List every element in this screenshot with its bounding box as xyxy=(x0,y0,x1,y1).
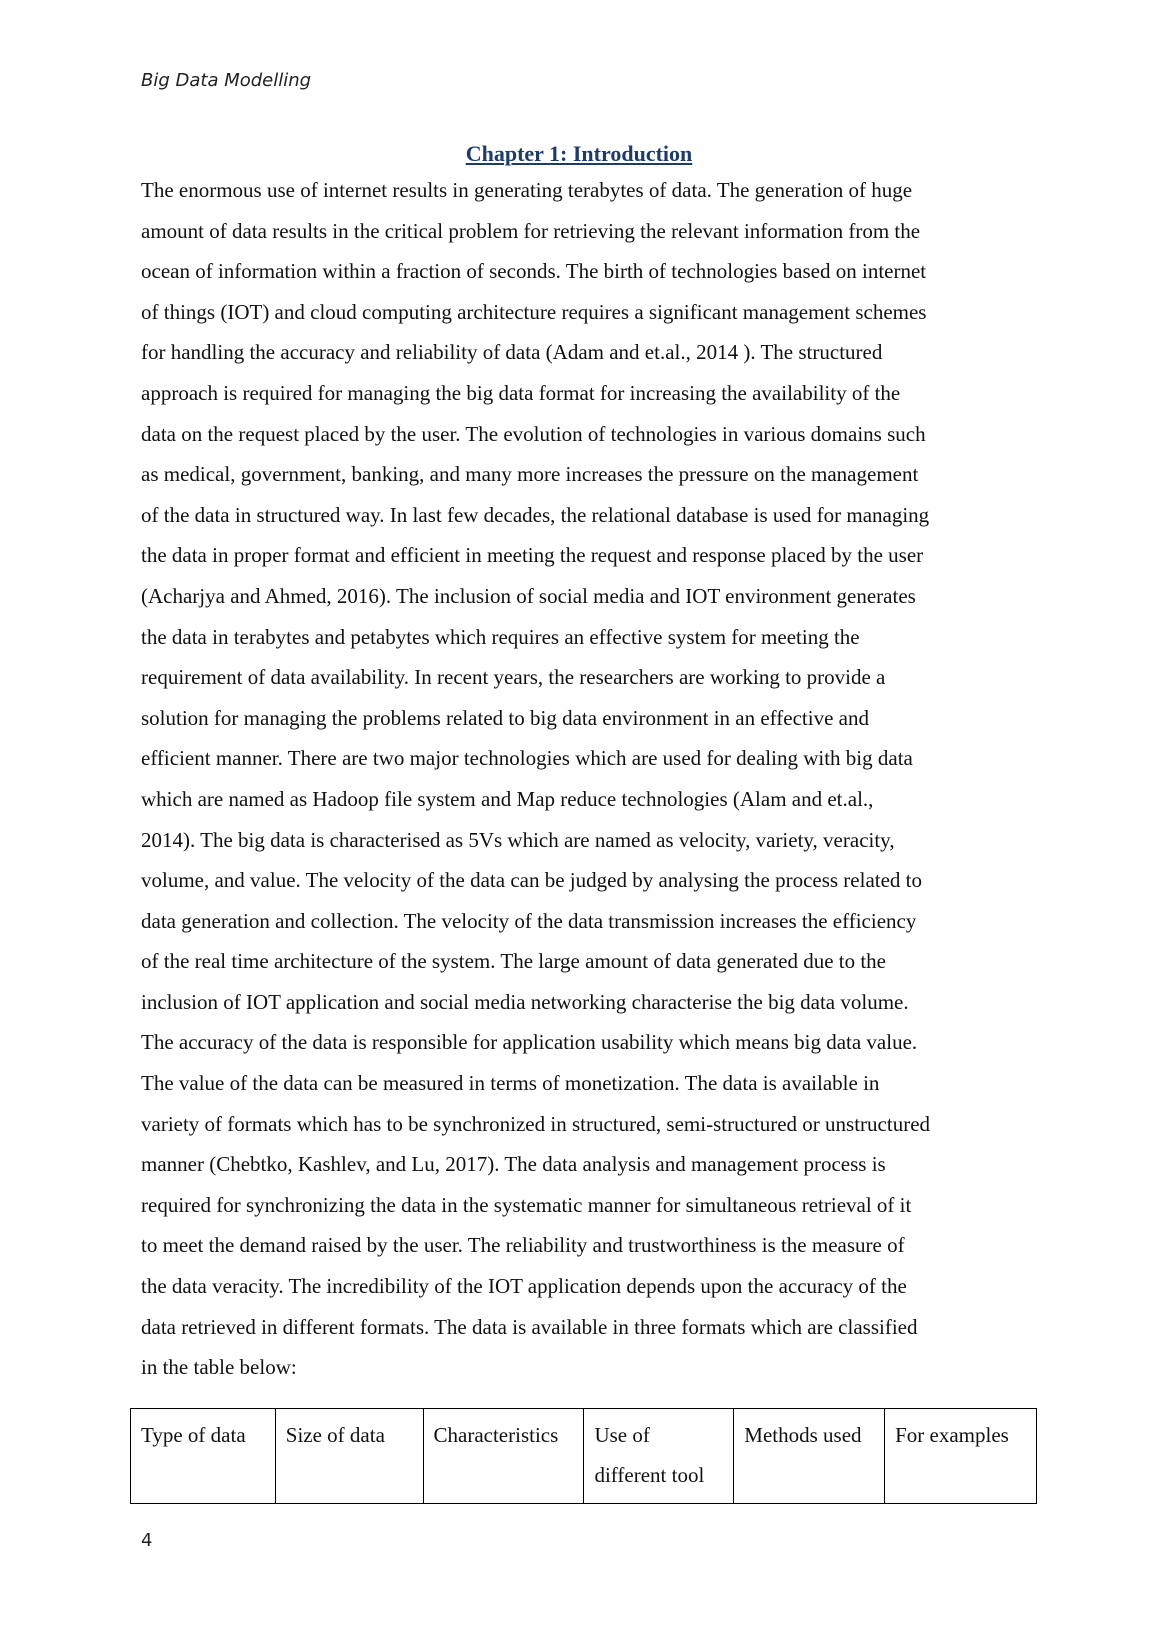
paragraph-line: data generation and collection. The velocity of the data transmission increases the efficiency xyxy=(141,908,917,933)
running-header: Big Data Modelling xyxy=(141,70,312,91)
paragraph-line: 2014). The big data is characterised as 5Vs which are named as velocity, variety, veracity, xyxy=(141,827,895,852)
paragraph-line: variety of formats which has to be synchronized in structured, semi-structured or unstructured xyxy=(141,1111,931,1136)
paragraph-line: data on the request placed by the user. The evolution of technologies in various domains such xyxy=(141,421,926,446)
table-header-cell: Size of data xyxy=(275,1409,423,1504)
table-header-cell: Use of different tool xyxy=(584,1409,734,1504)
paragraph-line: inclusion of IOT application and social media networking characterise the big data volume. xyxy=(141,989,909,1014)
paragraph-line: manner (Chebtko, Kashlev, and Lu, 2017). The data analysis and management process is xyxy=(141,1152,886,1177)
page-number: 4 xyxy=(141,1530,153,1551)
paragraph-line: amount of data results in the critical problem for retrieving the relevant information from the xyxy=(141,218,921,243)
paragraph-line: approach is required for managing the big data format for increasing the availability of the xyxy=(141,380,901,405)
paragraph-line: for handling the accuracy and reliability of data (Adam and et.al., 2014 ). The structured xyxy=(141,340,883,365)
paragraph-line: as medical, government, banking, and many more increases the pressure on the management xyxy=(141,462,919,487)
paragraph-line: efficient manner. There are two major technologies which are used for dealing with big data xyxy=(141,746,913,771)
paragraph-line: the data in proper format and efficient in meeting the request and response placed by the user xyxy=(141,543,924,568)
paragraph-line: volume, and value. The velocity of the data can be judged by analysing the process related to xyxy=(141,868,923,893)
paragraph-line: ocean of information within a fraction of seconds. The birth of technologies based on internet xyxy=(141,259,927,284)
table-header-cell: Methods used xyxy=(734,1409,885,1504)
paragraph-line: of the real time architecture of the system. The large amount of data generated due to the xyxy=(141,949,887,974)
paragraph-line: data retrieved in different formats. The data is available in three formats which are classified xyxy=(141,1314,918,1339)
paragraph-line: the data veracity. The incredibility of the IOT application depends upon the accuracy of the xyxy=(141,1274,907,1299)
chapter-title: Chapter 1: Introduction xyxy=(465,141,693,166)
paragraph-line: solution for managing the problems related to big data environment in an effective and xyxy=(141,705,869,730)
paragraph-line: which are named as Hadoop file system and Map reduce technologies (Alam and et.al., xyxy=(141,786,874,811)
table-header-row xyxy=(131,1409,1037,1504)
paragraph-line: of things (IOT) and cloud computing architecture requires a significant management schemes xyxy=(141,299,927,324)
paragraph-line: The value of the data can be measured in terms of monetization. The data is available in xyxy=(141,1071,880,1096)
data-types-table xyxy=(130,1408,1037,1504)
paragraph-line: (Acharjya and Ahmed, 2016). The inclusion of social media and IOT environment generates xyxy=(141,583,916,608)
paragraph-line: requirement of data availability. In recent years, the researchers are working to provide a xyxy=(141,665,886,690)
paragraph-line: of the data in structured way. In last few decades, the relational database is used for managing xyxy=(141,502,930,527)
paragraph-line: in the table below: xyxy=(141,1355,297,1380)
paragraph-line: required for synchronizing the data in the systematic manner for simultaneous retrieval of it xyxy=(141,1192,912,1217)
table-header-cell: Type of data xyxy=(131,1409,276,1504)
body-paragraph xyxy=(141,170,1030,1388)
table-header-cell: For examples xyxy=(885,1409,1037,1504)
table-header-cell: Characteristics xyxy=(423,1409,584,1504)
paragraph-line: The enormous use of internet results in generating terabytes of data. The generation of huge xyxy=(141,178,913,202)
paragraph-line: The accuracy of the data is responsible for application usability which means big data value. xyxy=(141,1030,918,1055)
paragraph-line: the data in terabytes and petabytes which requires an effective system for meeting the xyxy=(141,624,860,649)
paragraph-line: to meet the demand raised by the user. The reliability and trustworthiness is the measure of xyxy=(141,1233,905,1258)
